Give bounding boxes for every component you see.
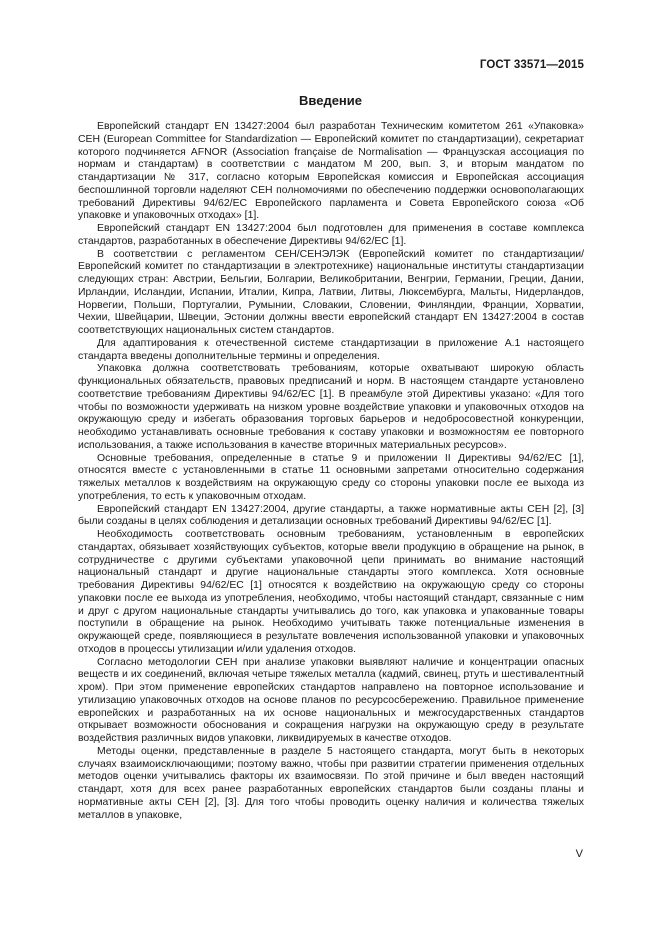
document-code: ГОСТ 33571—2015 xyxy=(479,59,584,71)
paragraph: Европейский стандарт EN 13427:2004 был разработан Техническим комитетом 261 «Упаковка» CEH (European Committee for Standardization — Европейский комитет по стандартизации), секретариат которого подчиняется AFNOR (Association française de Normalisation — Французская ассоциация по нормам и стандартам) в соответствии с мандатом М 200, вып. 3, и вторым мандатом по стандартизации № 317, согласно которым Европейская комиссия и Европейская ассоциация беспошлинной торговли наделяют CEH полномочиями по обеспечению поддержки основополагающих требований Директивы 94/62/ЕС Европейского парламента и Совета Европейского союза «Об упаковке и упаковочных отходах» [1]. xyxy=(78,121,584,222)
document-body xyxy=(78,121,584,822)
paragraph: Необходимость соответствовать основным требованиям, установленным в европейских стандартах, обязывает хозяйствующих субъектов, которые ввели продукцию в обращение на рынок, в сотрудничестве с другими субъектами упаковочной цепи принимать во внимание настоящий национальный стандарт и другие национальные стандарты этого комплекса. Хотя основные требования Директивы 94/62/ЕС [1] относятся к воздействию на окружающую среду со стороны упаковки после ее выхода из употребления, необходимо, чтобы настоящий стандарт, связанные с ним и друг с другом национальные стандарты учитывались до того, как упаковка и упакованные товары поступили в обращение на рынок. Необходимо учитывать также потенциальные изменения в окружающей среде, появляющиеся в результате вовлечения использованной упаковки и упаковочных отходов в процессы утилизации и/или удаления отходов. xyxy=(78,529,584,655)
paragraph: Европейский стандарт EN 13427:2004, другие стандарты, а также нормативные акты CEH [2], [3] были созданы в целях соблюдения и детализации основных требований Директивы 94/62/ЕС [1]. xyxy=(78,503,584,528)
paragraph: Методы оценки, представленные в разделе 5 настоящего стандарта, могут быть в некоторых случаях взаимоисключающими; поэтому важно, чтобы при развитии стратегии применения отдельных методов оценки учитывались факторы их взаимосвязи. По этой причине и был введен настоящий стандарт, хотя для всех ранее разработанных европейских стандартов были созданы планы и нормативные акты CEH [2], [3]. Для того чтобы проводить оценку наличия и количества тяжелых металлов в упаковке, xyxy=(78,745,584,821)
paragraph: Согласно методологии CEH при анализе упаковки выявляют наличие и концентрации опасных веществ и их соединений, включая четыре тяжелых металла (кадмий, свинец, ртуть и шестивалентный хром). При этом применение европейских стандартов направлено на повторное использование и утилизацию упаковочных отходов на основе планов по ресурсосбережению. Правильное применение европейских и разработанных на их основе национальных и межгосударственных стандартов открывает возможности обоснования и сокращения нагрузки на окружающую среду в результате воздействия различных видов упаковки, ликвидируемых в качестве отходов. xyxy=(78,656,584,744)
paragraph: В соответствии с регламентом CEH/CEHЭЛЭК (Европейский комитет по стандартизации/Европейский комитет по стандартизации в электротехнике) национальные институты стандартизации следующих стран: Австрии, Бельгии, Болгарии, Великобритании, Венгрии, Германии, Греции, Дании, Ирландии, Исландии, Испании, Италии, Кипра, Латвии, Литвы, Люксембурга, Мальты, Нидерландов, Норвегии, Польши, Португалии, Румынии, Словакии, Словении, Финляндии, Франции, Хорватии, Чехии, Швейцарии, Швеции, Эстонии должны ввести европейский стандарт EN 13427:2004 в состав соответствующих национальных систем стандартов. xyxy=(78,248,584,336)
paragraph: Европейский стандарт EN 13427:2004 был подготовлен для применения в составе комплекса стандартов, разработанных в обеспечение Директивы 94/62/ЕС [1]. xyxy=(78,223,584,247)
page-number: V xyxy=(575,848,583,860)
paragraph: Упаковка должна соответствовать требованиям, которые охватывают широкую область функциональных обязательств, правовых предписаний и норм. В настоящем стандарте установлено соответствие требованиям Директивы 94/62/ЕС [1]. В преамбуле этой Директивы указано: «Для того чтобы по возможности удерживать на низком уровне воздействие упаковки и упаковочных отходов на окружающую среду и избегать образования торговых барьеров и недобросовестной конкуренции, необходимо устанавливать основные требования к составу упаковки и возможностям ее повторного использования, а также использования в качестве вторичных материальных ресурсов». xyxy=(78,363,584,451)
paragraph: Для адаптирования к отечественной системе стандартизации в приложение А.1 настоящего стандарта введены дополнительные термины и определения. xyxy=(78,337,584,362)
section-title: Введение xyxy=(299,93,362,108)
paragraph: Основные требования, определенные в статье 9 и приложении II Директивы 94/62/ЕС [1], относятся вместе с установленными в статье 11 основными запретами относительно содержания тяжелых металлов к воздействиям на окружающую среду со стороны упаковки после ее выхода из употребления, то есть к упаковочным отходам. xyxy=(78,452,584,502)
